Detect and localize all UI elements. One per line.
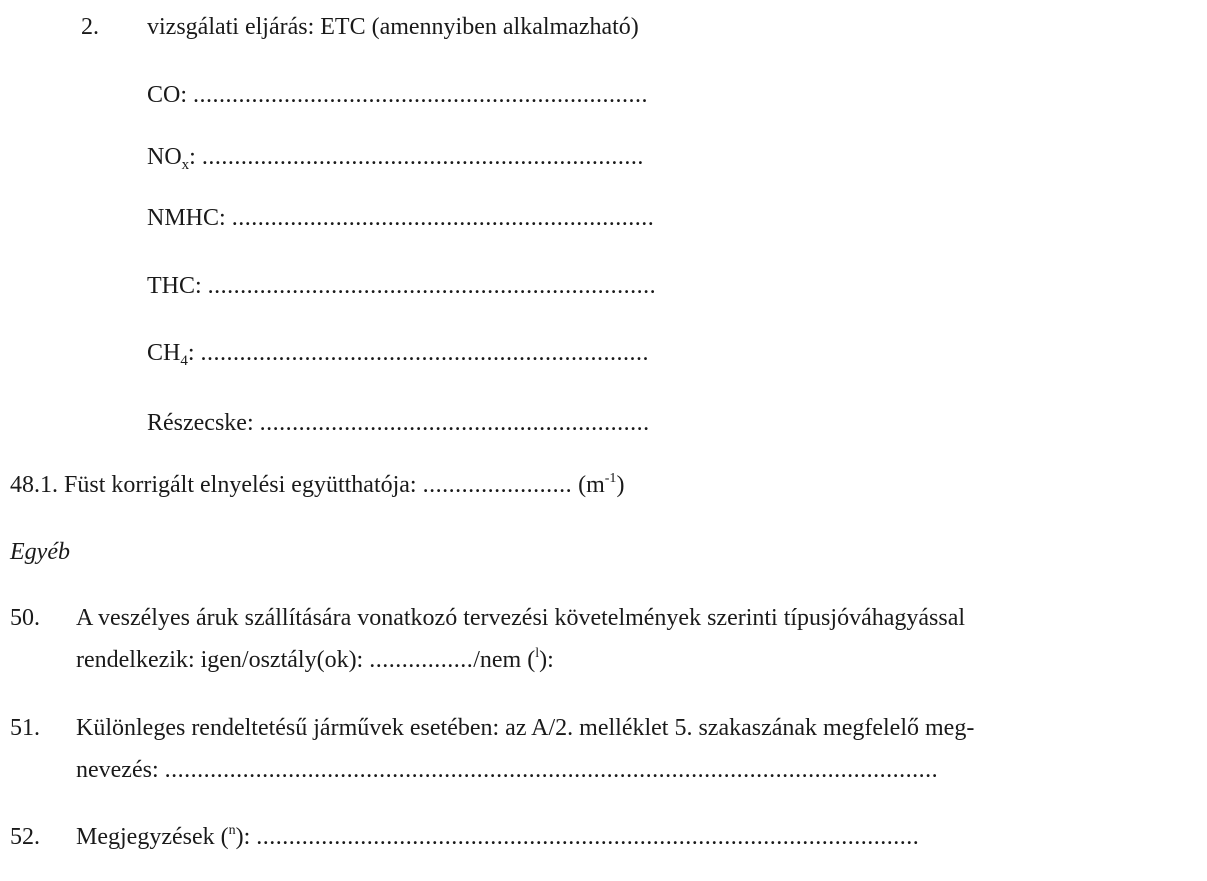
nmhc-dots: .................................................................	[231, 205, 655, 231]
thc-field	[147, 271, 656, 301]
item-52-text: Megjegyzések ($^n$): ......................................................................................................	[76, 823, 920, 850]
nox-label: $NO_x$:	[147, 144, 196, 173]
item-48-1	[10, 470, 624, 500]
item-50-number: 50.	[10, 605, 40, 631]
item-52-number: 52.	[10, 824, 40, 850]
item-50-line-1: A veszélyes áruk szállítására vonatkozó tervezési követelmények szerinti típusjóváhagyással	[76, 605, 966, 631]
nox-field	[147, 142, 644, 172]
item-2-text: vizsgálati eljárás: ETC (amennyiben alkalmazható)	[147, 14, 639, 40]
thc-dots: .....................................................................	[207, 273, 657, 299]
ch4-label: $CH_4$:	[147, 340, 195, 369]
item-50-dots: ................	[369, 647, 474, 673]
co-field	[147, 80, 648, 110]
ch4-field	[147, 338, 649, 368]
nmhc-label: NMHC:	[147, 205, 226, 231]
item-51-line-2: nevezés: .......................................................................................................................	[76, 757, 939, 783]
item-2-number: 2.	[81, 14, 99, 40]
item-51-dots: .......................................................................................................................	[164, 757, 939, 783]
thc-label: THC:	[147, 273, 202, 299]
item-51-line-1: Különleges rendeltetésű járművek esetében: az A/2. melléklet 5. szakaszának megfelelő meg-	[76, 715, 975, 741]
ch4-dots: .....................................................................	[200, 340, 650, 366]
particulate-field	[147, 408, 650, 438]
section-heading-egyeb: Egyéb	[10, 539, 70, 565]
nox-dots: ....................................................................	[201, 144, 644, 170]
nmhc-field	[147, 203, 654, 233]
particulate-label: Részecske:	[147, 410, 254, 436]
item-52-dots: ......................................................................................................	[256, 824, 920, 850]
item-51-number: 51.	[10, 715, 40, 741]
item-48-1-unit: $(m^{-1})$	[578, 471, 625, 498]
item-48-1-text: 48.1. Füst korrigált elnyelési együtthatója:	[10, 472, 417, 498]
item-50-line-2: rendelkezik: igen/osztály(ok): ................/nem ($^l$):	[76, 646, 554, 673]
co-label: CO:	[147, 82, 188, 108]
particulate-dots: ............................................................	[259, 410, 650, 436]
item-48-1-dots: .......................	[422, 472, 573, 498]
co-dots: ......................................................................	[193, 82, 649, 108]
